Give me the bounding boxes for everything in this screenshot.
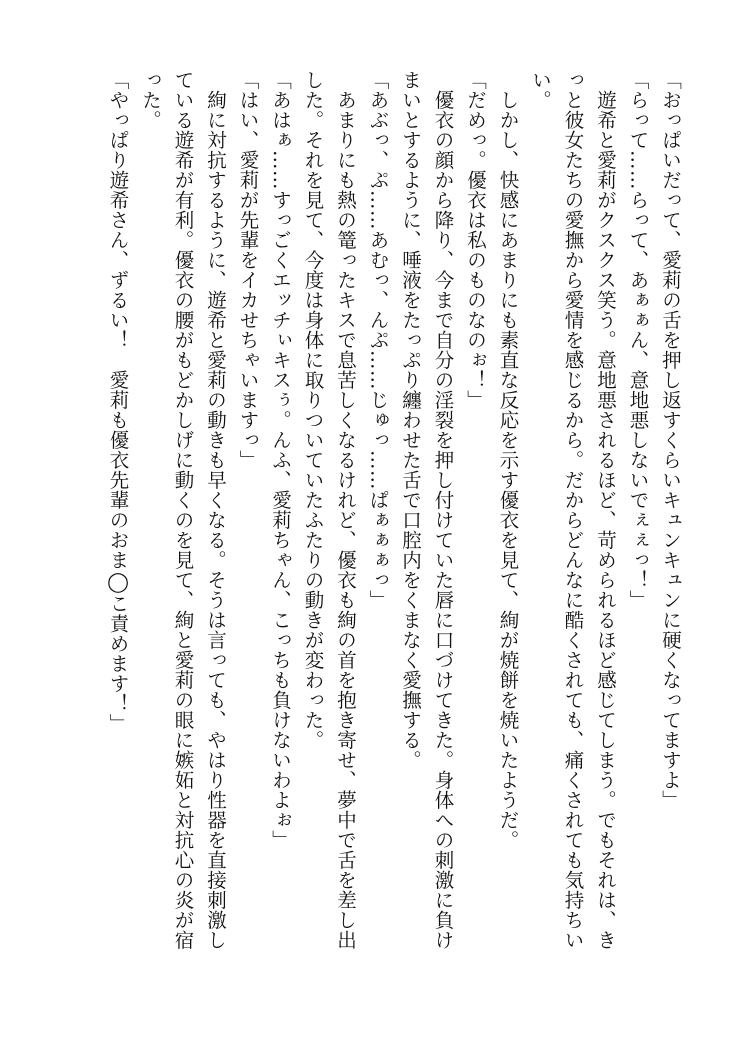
text-line: 「あはぁ……すっごくエッチぃキスぅ。んふ、愛莉ちゃん、こっちも負けないわよぉ」	[269, 70, 292, 850]
vertical-text-body	[46, 70, 686, 980]
text-line: しかし、快感にあまりにも素直な反応を示す優衣を見て、絢が焼餅を焼いたようだ。	[496, 70, 520, 850]
text-line: 絢に対抗するように、遊希と愛莉の動きも早くなる。そうは言っても、やはり性器を直接刺激し	[204, 70, 227, 950]
text-line: 遊希と愛莉がクスクス笑う。意地悪されるほど、苛められるほど感じてしまう。でもそれは、き	[594, 70, 617, 950]
text-line: った。	[139, 70, 162, 130]
text-line: 「はい、愛莉が先輩をイカせちゃいますっ」	[236, 70, 260, 470]
text-line: まいとするように、唾液をたっぷり纏わせた舌で口腔内をくまなく愛撫する。	[399, 70, 422, 770]
text-line: 「あぶっ、ぷ……あむっ、んぷ……じゅっ……ぱぁぁぁっ」	[366, 70, 390, 610]
text-line: 「やっぱり遊希さん、ずるい！ 愛莉も優衣先輩のおま◯こ責めます！」	[106, 70, 130, 734]
text-line: 「らって……らって、あぁぁん、意地悪しないでぇぇっ！」	[626, 70, 650, 610]
text-line: い。	[529, 70, 552, 110]
text-line: 「だめっ。優衣は私のものなのぉ！」	[464, 70, 487, 410]
text-line: した。それを見て、今度は身体に取りついていたふたりの動きが変わった。	[301, 70, 325, 750]
text-line: ている遊希が有利。優衣の腰がもどかしげに動くのを見て、絢と愛莉の眼に嫉妬と対抗心の炎が宿	[171, 70, 195, 950]
text-line: 優衣の顔から降り、今まで自分の淫裂を押し付けていた唇に口づけてきた。身体への刺激に負け	[431, 70, 455, 950]
text-line: っと彼女たちの愛撫から愛情を感じるから。だからどんなに酷くされても、痛くされても気持ちい	[561, 70, 585, 950]
text-line: 「おっぱいだって、愛莉の舌を押し返すくらいキュンキュンに硬くなってますよ」	[659, 70, 682, 810]
text-line: あまりにも熱の篭ったキスで息苦しくなるけれど、優衣も絢の首を抱き寄せ、夢中で舌を差し出	[334, 70, 357, 950]
